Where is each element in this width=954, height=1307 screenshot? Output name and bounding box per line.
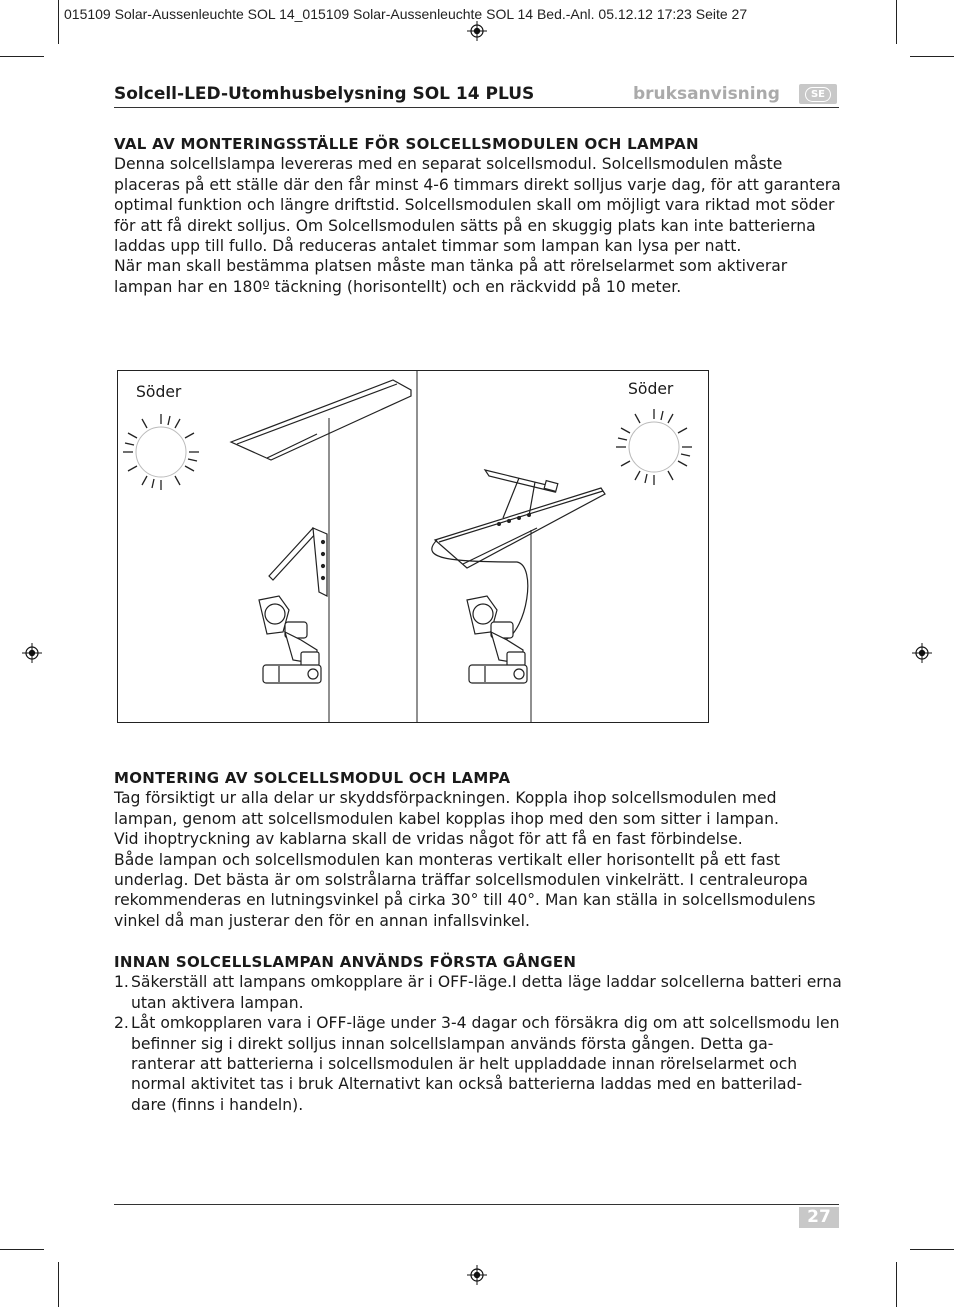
language-badge (799, 84, 837, 104)
registration-mark-icon (912, 643, 932, 663)
section-mounting-location (114, 134, 842, 297)
crop-mark (910, 1249, 954, 1250)
registration-mark-icon (467, 21, 487, 41)
footer-rule (114, 1204, 839, 1205)
print-slug: 015109 Solar-Aussenleuchte SOL 14_015109 Solar-Aussenleuchte SOL 14 Bed.-Anl. 05.12.12 17:23 Seite 27 (64, 6, 748, 22)
illustration-svg (117, 370, 709, 723)
section-heading: INNAN SOLCELLSLAMPAN ANVÄNDS FÖRSTA GÅNGEN (114, 953, 577, 971)
step-number: 2. (114, 1014, 129, 1033)
paragraph: Vid ihoptryckning av kablarna skall de vridas något för att få en fast förbindelse. (114, 830, 743, 849)
section-first-use (114, 952, 842, 1115)
section-assembly (114, 768, 842, 931)
section-heading: VAL AV MONTERINGSSTÄLLE FÖR SOLCELLSMODULEN OCH LAMPAN (114, 135, 699, 153)
registration-mark-icon (22, 643, 42, 663)
registration-mark-icon (467, 1265, 487, 1285)
step-list (114, 972, 842, 1115)
paragraph: Denna solcellslampa levereras med en separat solcellsmodul. Solcellsmodulen måste placeras på ett ställe där den får minst 4-6 timmars direkt solljus varje dag, för att garantera optimal funktion och längre driftstid. Solcellsmodulen skall om möjligt vara riktad mot söder för att få direkt solljus. Om Solcellsmodulen sätts på en skuggig plats kan inte batterierna laddas upp till fullo. Då reduceras antalet timmar som lampan kan lysa per natt. (114, 155, 841, 256)
header-rule (114, 107, 839, 108)
south-label-left: Söder (136, 383, 182, 401)
crop-mark (910, 56, 954, 57)
paragraph: Tag försiktigt ur alla delar ur skyddsförpackningen. Koppla ihop solcellsmodulen med lampan, genom att solcellsmodulen kabel kopplas ihop med den som sitter i lampan. (114, 789, 779, 828)
list-item (114, 972, 842, 1013)
page-number: 27 (799, 1207, 839, 1228)
south-label-right: Söder (628, 380, 674, 398)
crop-mark (896, 1262, 897, 1307)
crop-mark (58, 1262, 59, 1307)
paragraph: När man skall bestämma platsen måste man tänka på att rörelselarmet som aktiverar lampan har en 180º täckning (horisontellt) och en räckvidd på 10 meter. (114, 257, 788, 296)
step-number: 1. (114, 973, 129, 992)
section-heading: MONTERING AV SOLCELLSMODUL OCH LAMPA (114, 769, 511, 787)
step-text: Låt omkopplaren vara i OFF-läge under 3-4 dagar och försäkra dig om att solcellsmodu len befinner sig i direkt solljus innan solcellslampan används första gången. Detta ga- ranterar att batterierna i solcellsmodulen är helt uppladdade innan rörelselarmet och normal aktivitet tas i bruk Alternativt kan också batterierna laddas med en batterilad- dare (finns i handeln). (131, 1014, 840, 1114)
mounting-illustration (117, 370, 709, 723)
language-code: SE (805, 87, 831, 102)
product-title: Solcell-LED-Utomhusbelysning SOL 14 PLUS (114, 84, 535, 104)
document-type: bruksanvisning (633, 84, 780, 104)
paragraph: Både lampan och solcellsmodulen kan monteras vertikalt eller horisontellt på ett fast underlag. Det bästa är om solstrålarna träffar solcellsmodulen vinkelrätt. I centraleuropa rekommenderas en lutningsvinkel på cirka 30° till 40°. Man kan ställa in solcellsmodulens vinkel då man justerar den för en annan infallsvinkel. (114, 850, 816, 930)
step-text: Säkerställ att lampans omkopplare är i OFF-läge.I detta läge laddar solcellerna batteri erna utan aktivera lampan. (131, 973, 842, 1012)
list-item (114, 1013, 842, 1115)
crop-mark (0, 56, 44, 57)
crop-mark (0, 1249, 44, 1250)
crop-mark (896, 0, 897, 44)
crop-mark (58, 0, 59, 44)
